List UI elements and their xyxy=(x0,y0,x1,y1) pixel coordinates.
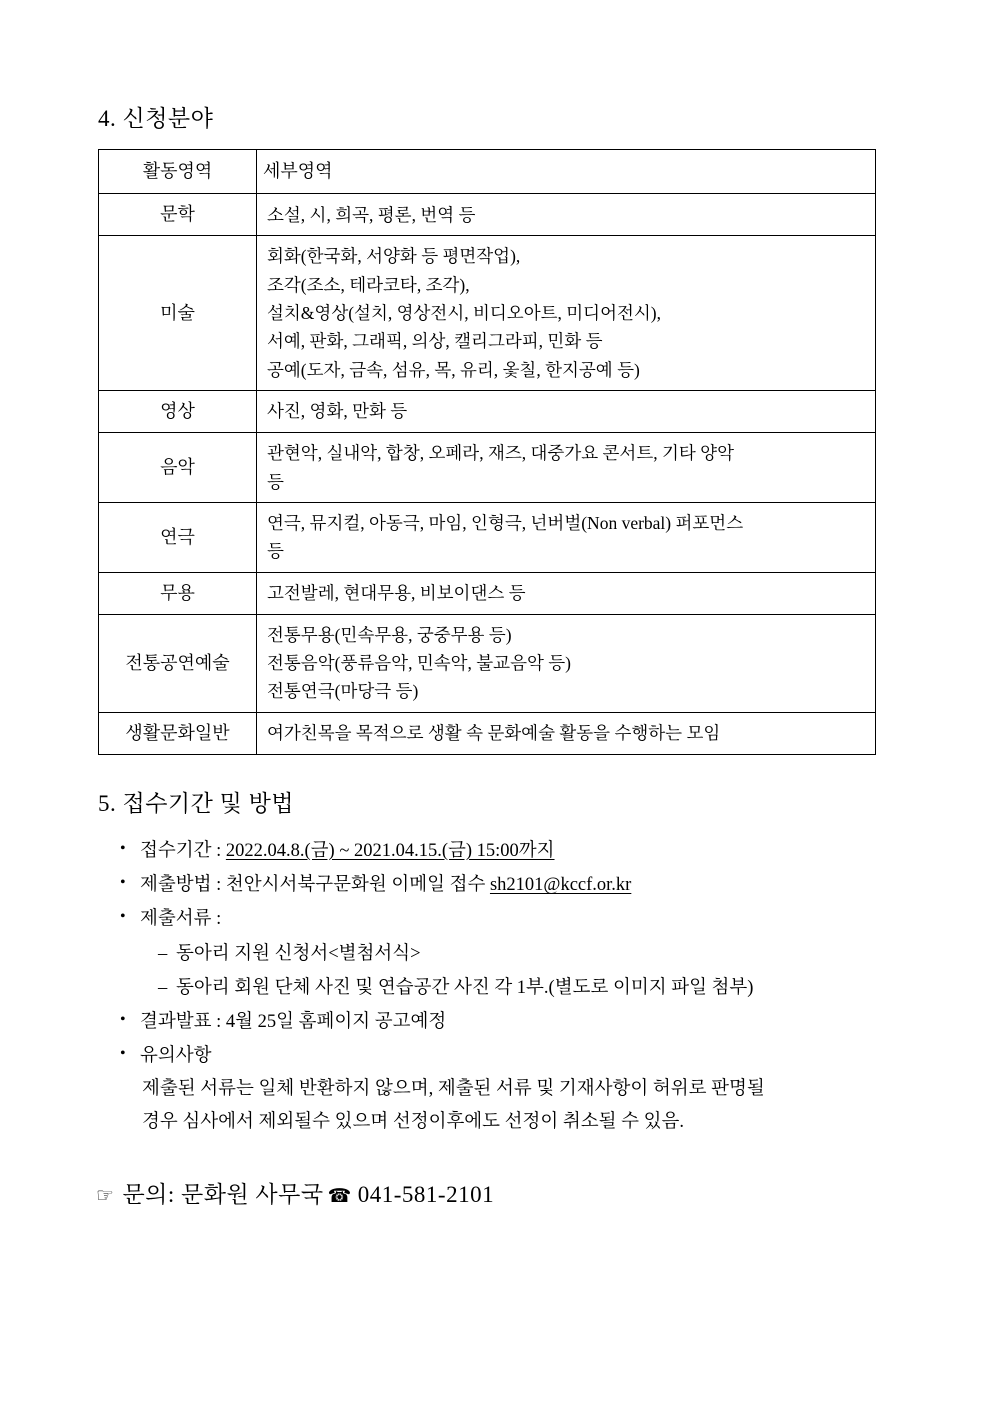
detail-line: 등 xyxy=(267,541,284,562)
column-header-activity-area: 활동영역 xyxy=(99,150,257,194)
section-5-list xyxy=(90,834,902,1138)
table-row xyxy=(99,433,876,503)
notice-line: 제출된 서류는 일체 반환하지 않으며, 제출된 서류 및 기재사항이 허위로 판명될 xyxy=(142,1079,765,1100)
section-5 xyxy=(90,785,902,1138)
row-category: 문학 xyxy=(99,194,257,236)
table-row xyxy=(99,194,876,236)
document-item: – 동아리 회원 단체 사진 및 연습공간 사진 각 1부.(별도로 이미지 파일 첨부) xyxy=(158,971,902,1005)
detail-line: 전통무용(민속무용, 궁중무용 등) xyxy=(267,624,512,645)
list-item-period xyxy=(118,834,902,868)
row-category: 전통공연예술 xyxy=(99,614,257,712)
detail-line: 공예(도자, 금속, 섬유, 목, 유리, 옻칠, 한지공예 등) xyxy=(267,359,640,380)
notice-label: 유의사항 xyxy=(140,1046,212,1067)
period-label: 접수기간 : xyxy=(140,840,222,861)
detail-line: 연극, 뮤지컬, 아동극, 마임, 인형극, 넌버벌(Non verbal) 퍼포먼스 xyxy=(267,512,744,533)
list-item-result-announcement: • 결과발표 : 4월 25일 홈페이지 공고예정 xyxy=(118,1005,902,1039)
row-details xyxy=(257,572,876,614)
list-item-documents xyxy=(118,902,902,1005)
detail-line: 조각(조소, 테라코타, 조각), xyxy=(267,274,470,295)
detail-line: 전통연극(마당극 등) xyxy=(267,681,419,702)
row-category: 미술 xyxy=(99,236,257,391)
table-row xyxy=(99,712,876,754)
detail-line: 고전발레, 현대무용, 비보이댄스 등 xyxy=(267,582,526,603)
row-category: 무용 xyxy=(99,572,257,614)
row-category: 생활문화일반 xyxy=(99,712,257,754)
documents-sublist xyxy=(140,937,902,1005)
column-header-detail-area: 세부영역 xyxy=(257,150,876,194)
detail-line: 관현악, 실내악, 합창, 오페라, 재즈, 대중가요 콘서트, 기타 양악 xyxy=(267,443,734,464)
row-details xyxy=(257,614,876,712)
list-item-submit-method xyxy=(118,868,902,902)
section-4-heading: 4. 신청분야 xyxy=(98,106,214,131)
documents-label: 제출서류 : xyxy=(140,909,222,930)
row-category: 연극 xyxy=(99,502,257,572)
detail-line: 설치&영상(설치, 영상전시, 비디오아트, 미디어전시), xyxy=(267,303,661,323)
document-item: – 동아리 지원 신청서<별첨서식> xyxy=(158,937,902,971)
detail-line: 여가친목을 목적으로 생활 속 문화예술 활동을 수행하는 모임 xyxy=(267,723,721,744)
contact-text: 문의: 문화원 사무국 xyxy=(122,1182,324,1208)
detail-line: 사진, 영화, 만화 등 xyxy=(267,401,408,422)
table-row xyxy=(99,614,876,712)
table-row xyxy=(99,502,876,572)
row-category: 영상 xyxy=(99,391,257,433)
pointing-hand-icon: ☞ xyxy=(96,1185,115,1208)
contact-phone-number: 041-581-2101 xyxy=(357,1182,495,1208)
row-details xyxy=(257,712,876,754)
row-details xyxy=(257,391,876,433)
submit-email-link[interactable]: sh2101@kccf.or.kr xyxy=(489,875,632,896)
detail-line: 소설, 시, 희곡, 평론, 번역 등 xyxy=(267,204,476,225)
detail-line: 서예, 판화, 그래픽, 의상, 캘리그라피, 민화 등 xyxy=(267,331,603,352)
telephone-icon: ☎ xyxy=(327,1186,352,1208)
row-details xyxy=(257,194,876,236)
section-5-heading: 5. 접수기간 및 방법 xyxy=(98,790,295,816)
list-item-notice xyxy=(118,1039,902,1138)
notice-line: 경우 심사에서 제외될수 있으며 선정이후에도 선정이 취소될 수 있음. xyxy=(142,1111,685,1132)
row-details xyxy=(257,502,876,572)
contact-line xyxy=(96,1176,902,1209)
row-details xyxy=(257,433,876,503)
detail-line: 등 xyxy=(267,471,284,492)
row-category: 음악 xyxy=(99,433,257,503)
table-header-row xyxy=(99,150,876,194)
detail-line: 전통음악(풍류음악, 민속악, 불교음악 등) xyxy=(267,653,572,674)
application-fields-table xyxy=(98,149,876,755)
detail-line: 회화(한국화, 서양화 등 평면작업), xyxy=(267,246,521,267)
table-row xyxy=(99,236,876,391)
table-row xyxy=(99,391,876,433)
period-value: 2022.04.8.(금) ~ 2021.04.15.(금) 15:00까지 xyxy=(225,840,555,861)
table-row xyxy=(99,572,876,614)
submit-label: 제출방법 : 천안시서북구문화원 이메일 접수 xyxy=(140,875,486,896)
row-details xyxy=(257,236,876,391)
notice-body xyxy=(140,1073,902,1138)
